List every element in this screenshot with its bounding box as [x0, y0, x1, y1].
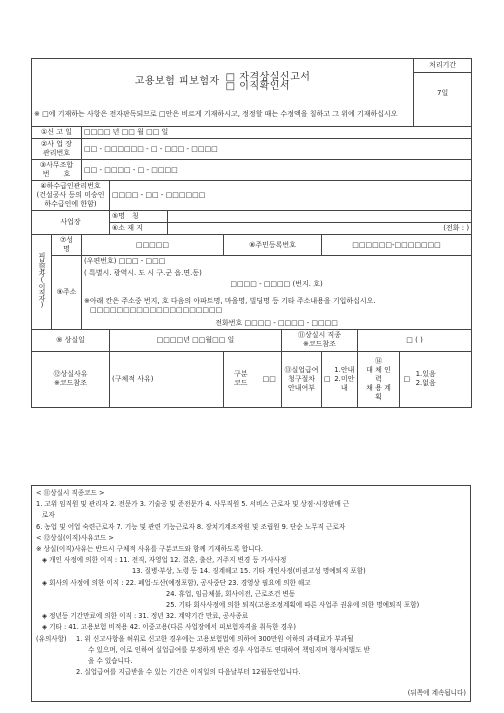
- code-guide: [31, 485, 471, 702]
- period-label: 처리기간: [414, 59, 471, 73]
- benefit-box[interactable]: □: [324, 374, 331, 383]
- division-box[interactable]: □□: [258, 351, 282, 407]
- processing-period: [414, 59, 472, 127]
- addr-detail[interactable]: [82, 296, 472, 318]
- report-date-field[interactable]: □□□□ 년 □□ 월 □□ 일: [82, 127, 472, 139]
- workplace-name-field[interactable]: [168, 211, 472, 223]
- rrn-field[interactable]: □□□□□□-□□□□□□□: [322, 235, 472, 256]
- occ-code-line1b: 로자: [42, 511, 55, 520]
- division-label: 구분 코드: [224, 351, 258, 407]
- reason-field[interactable]: (구체적 사유): [110, 351, 224, 407]
- reemploy-opt1: 1.있음: [415, 370, 436, 378]
- caution-1: 1. 위 신고사항을 허위로 신고한 경우에는 고용보험법에 의하여 300만원 이하의 과태료가 부과될: [76, 634, 354, 643]
- subcontractor-label: ④하수급인관리번호 (건설공사 등의 미승인 하수급인에 한함): [32, 181, 110, 211]
- workplace-label: 사업장: [32, 211, 110, 235]
- rrn-label: ⑧주민등록번호: [224, 235, 322, 256]
- occ-code-title: < ⑪상실시 직종코드 >: [36, 489, 105, 497]
- reemploy-opt2: 2.없음: [415, 379, 436, 387]
- period-value: 7일: [436, 89, 449, 97]
- report-form-table: [31, 58, 472, 408]
- caution-1c: 을 수 있습니다.: [88, 657, 133, 666]
- addr-boxes: □□□□□□□□□□□□□□□□□□□□: [90, 305, 223, 314]
- workplace-addr-label: ⑥소 재 지: [110, 223, 168, 235]
- benefit-label: ⑬실업급여 청구절차 안내여부: [282, 351, 322, 407]
- reemploy-box[interactable]: □: [400, 351, 414, 407]
- form-header: [32, 59, 414, 103]
- insured-label: 피보험자(이직자): [32, 235, 52, 330]
- loss-date-field[interactable]: □□□□년 □□월□□ 일: [110, 329, 282, 351]
- benefit-opt2: 2.미안내: [334, 374, 355, 392]
- benefit-opt1: 1.안내: [334, 365, 355, 374]
- reemploy-options: [414, 351, 472, 407]
- loss-date-label: ⑨ 상실일: [32, 329, 110, 351]
- occ-code-line1: 1. 고위 임직원 및 관리자 2. 전문가 3. 기술공 및 준전문가 4. 사무직원 5. 서비스 근로자 및 상점·시장판매 근: [36, 500, 350, 509]
- union-label: ③사무조합 번 호: [32, 160, 82, 181]
- reason-personal-1: ◈ 개인 사정에 의한 이직 : 11. 전직, 자영업 12. 결혼, 출산, 거주지 변경 등 가사사정: [42, 556, 287, 565]
- form-title: 고용보험 피보험자: [134, 76, 220, 88]
- workplace-phone[interactable]: (전화 : ): [168, 223, 472, 235]
- addr-region[interactable]: [82, 268, 472, 296]
- addr-note: ※아래 칸은 주소중 번지, 호 다음의 아파트명, 마을명, 빌딩명 등 기타 주소내용을 기입하십시오.: [84, 296, 376, 305]
- caution-block: [36, 634, 466, 645]
- workplace-name-label: ⑤명 칭: [110, 211, 168, 223]
- addr-phone[interactable]: 전화번호 □□□□ - □□□□ - □□□□: [82, 318, 472, 330]
- addr-line2: □□□□ - □□□□ (번지. 호): [230, 279, 323, 288]
- addr-postal[interactable]: (우편번호) □□□ - □□□: [82, 256, 472, 268]
- addr-label: ⑨주소: [52, 256, 82, 330]
- caution-1b: 수 있으며, 이로 인하여 실업급여를 부정하게 받은 경우 사업주도 연대하여 책임지며 형사처벌도 받: [88, 645, 371, 654]
- form-container: [31, 58, 471, 408]
- reason-retire: ◈ 정년등 기간만료에 의한 이직 : 31. 정년 32. 계약기간 만료, 공사종료: [42, 612, 249, 621]
- reason-company-2: 24. 휴업, 임금체불, 회사이전, 근로조건 변동: [166, 589, 296, 598]
- occupation-label: ⑪상실시 직종 ※코드참조: [282, 329, 358, 351]
- option-separation-confirm[interactable]: □ 이직확인서: [225, 80, 291, 92]
- biz-mgmt-label: ②사 업 장 관리번호: [32, 139, 82, 160]
- reason-personal-2: 13. 질병·부상, 노령 등 14. 징계해고 15. 기타 개인사정(비권고성 명예퇴직 포함): [132, 567, 366, 576]
- reemploy-label: ⑭ 대 체 인 력 채 용 계 획: [358, 351, 400, 407]
- reason-other: ◈ 기타 : 41. 고용보험 비적용 42. 이중고용(다른 사업장에서 피보험자격을 취득한 경우): [42, 623, 296, 632]
- occupation-field[interactable]: □ ( ): [358, 329, 472, 351]
- subcontractor-field[interactable]: □□□□ - □□ - □□□□□□: [110, 181, 472, 211]
- reason-company-1: ◈ 회사의 사정에 의한 이직 : 22. 폐업·도산(예정포함), 공사중단 23. 경영상 필요에 의한 해고: [42, 578, 311, 587]
- name-field[interactable]: □□□□□: [82, 235, 224, 256]
- name-label: ⑦성 명: [52, 235, 82, 256]
- reason-code-title: < ⑫상실(이직)사유코드 >: [36, 533, 114, 542]
- benefit-options[interactable]: [322, 351, 358, 407]
- form-notice: ※ □에 기재하는 사항은 전자판독되므로 □안은 비르게 기재하시고, 정정할 때는 수정액을 칠하고 그 위에 기재하십시오: [32, 103, 414, 127]
- continue-note: (뒤쪽에 계속됩니다): [407, 689, 466, 698]
- option-loss-report[interactable]: □ 자격상실신고서: [225, 71, 311, 83]
- reason-code-note: ※ 상실(이직)사유는 반드시 구체적 사유를 구분코드와 함께 기재하도록 합니다.: [36, 545, 263, 554]
- caution-2: 2. 실업급여를 지급받을 수 있는 기간은 이직일의 다음날부터 12월동안입니다.: [76, 668, 301, 677]
- reason-company-3: 25. 기타 회사사정에 의한 퇴직(고용조정계획에 따른 사업주 권유에 의한 명예퇴직 포함): [166, 601, 420, 610]
- report-date-label: ①신 고 일: [32, 127, 82, 139]
- reason-label: ⑫상실사유 ※코드참조: [32, 351, 110, 407]
- union-field[interactable]: □□ - □□□□ - □ - □□□□: [82, 160, 472, 181]
- addr-line1: ( 특별시. 광역시. 도 시 구.군 읍.면.동): [84, 268, 202, 277]
- caution-label: (유의사항): [36, 634, 67, 643]
- biz-mgmt-field[interactable]: □□ - □□□□□□ - □ - □□□ - □□□□: [82, 139, 472, 160]
- occ-code-line2: 6. 농업 및 어업 숙련근로자 7. 기능 및 관련 기능근로자 8. 장치기계조작원 및 조립원 9. 단순 노무직 근로자: [36, 522, 346, 531]
